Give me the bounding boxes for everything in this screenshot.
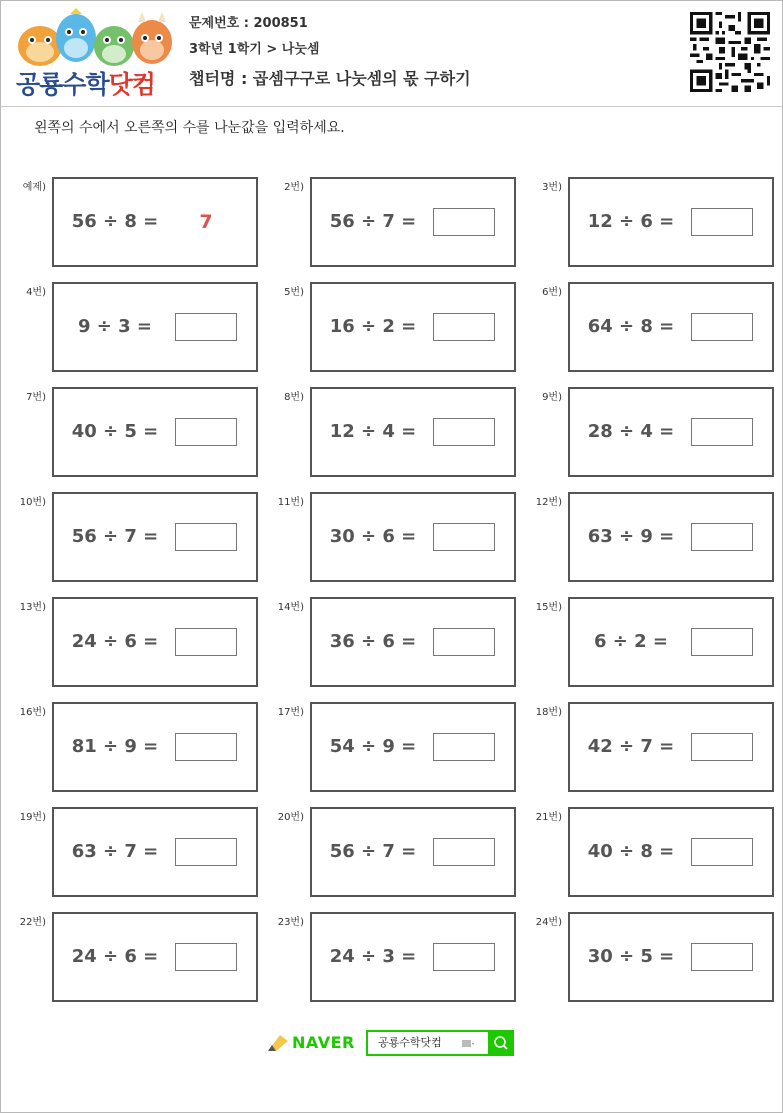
- header: [0, 0, 783, 107]
- answer-input[interactable]: [175, 733, 237, 761]
- problem-expression: 40 ÷ 5 =: [71, 421, 159, 442]
- problem-item: [516, 177, 774, 269]
- answer-input[interactable]: [175, 628, 237, 656]
- search-input-value: 공룡수학닷컴: [378, 1036, 442, 1049]
- problem-expression: 12 ÷ 4 =: [329, 421, 417, 442]
- problem-number: 20번): [277, 812, 304, 823]
- answer-input[interactable]: [433, 628, 495, 656]
- qr-code-icon[interactable]: [690, 12, 770, 92]
- chapter-title: 챕터명 : 곱셈구구로 나눗셈의 몫 구하기: [189, 69, 471, 88]
- search-button[interactable]: [488, 1030, 514, 1056]
- problem-card: [52, 702, 258, 792]
- instruction-text: 왼쪽의 수에서 오른쪽의 수를 나눈값을 입력하세요.: [34, 120, 345, 136]
- answer-input[interactable]: [433, 733, 495, 761]
- answer-input[interactable]: [175, 838, 237, 866]
- problem-number: 19번): [19, 812, 46, 823]
- problem-item: [516, 387, 774, 479]
- answer-input[interactable]: [691, 838, 753, 866]
- breadcrumb: 3학년 1학기 > 나눗셈: [189, 42, 320, 57]
- problem-expression: 40 ÷ 8 =: [587, 841, 675, 862]
- problem-number: 24번): [535, 917, 562, 928]
- problem-expression: 30 ÷ 6 =: [329, 526, 417, 547]
- search-input[interactable]: [366, 1030, 492, 1056]
- problem-item: [0, 702, 258, 794]
- answer-input[interactable]: [433, 418, 495, 446]
- problem-expression: 30 ÷ 5 =: [587, 946, 675, 967]
- problem-expression: 28 ÷ 4 =: [587, 421, 675, 442]
- site-logo[interactable]: [10, 6, 178, 98]
- logo-text-main: 공룡수학: [16, 70, 109, 99]
- problem-item: [0, 492, 258, 584]
- problem-number: 22번): [19, 917, 46, 928]
- problem-item: [0, 177, 258, 269]
- problem-expression: 64 ÷ 8 =: [587, 316, 675, 337]
- problem-number: 21번): [535, 812, 562, 823]
- problem-item: [516, 597, 774, 689]
- problem-card: [568, 177, 774, 267]
- problem-id: 문제번호 : 200851: [189, 16, 308, 31]
- answer-input[interactable]: [175, 418, 237, 446]
- problem-expression: 6 ÷ 2 =: [593, 631, 668, 652]
- dinosaur-mascots-icon: [14, 8, 174, 70]
- problem-item: [516, 282, 774, 374]
- problem-number: 14번): [277, 602, 304, 613]
- answer-input[interactable]: [691, 313, 753, 341]
- problem-card: [568, 492, 774, 582]
- problem-expression: 54 ÷ 9 =: [329, 736, 417, 757]
- header-divider: [0, 106, 783, 107]
- problem-expression: 56 ÷ 7 =: [329, 211, 417, 232]
- problem-card: [52, 807, 258, 897]
- answer-input[interactable]: [691, 733, 753, 761]
- problem-expression: 24 ÷ 6 =: [71, 946, 159, 967]
- problem-item: [0, 597, 258, 689]
- problem-card: [568, 807, 774, 897]
- problem-number: 13번): [19, 602, 46, 613]
- answer-input[interactable]: [691, 418, 753, 446]
- answer-input[interactable]: [175, 943, 237, 971]
- problem-number: 10번): [19, 497, 46, 508]
- problem-item: [258, 387, 516, 479]
- problem-expression: 24 ÷ 3 =: [329, 946, 417, 967]
- problem-card: [568, 387, 774, 477]
- problem-card: [52, 177, 258, 267]
- pen-nib-icon: [266, 1033, 290, 1053]
- problem-expression: 36 ÷ 6 =: [329, 631, 417, 652]
- problem-expression: 9 ÷ 3 =: [77, 316, 152, 337]
- logo-text-accent: 닷컴: [108, 70, 155, 99]
- logo-wordmark: [16, 68, 186, 102]
- problem-card: [52, 912, 258, 1002]
- problem-expression: 56 ÷ 7 =: [329, 841, 417, 862]
- problem-card: [568, 702, 774, 792]
- problem-item: [258, 282, 516, 374]
- problem-card: [568, 597, 774, 687]
- problem-number: 16번): [19, 707, 46, 718]
- problem-number: 예제): [22, 182, 46, 193]
- problem-card: [310, 282, 516, 372]
- keyboard-icon[interactable]: [462, 1040, 474, 1047]
- problem-card: [52, 597, 258, 687]
- problem-card: [310, 807, 516, 897]
- problem-card: [310, 177, 516, 267]
- problem-item: [516, 807, 774, 899]
- answer-input[interactable]: [433, 313, 495, 341]
- problem-item: [258, 807, 516, 899]
- problem-expression: 16 ÷ 2 =: [329, 316, 417, 337]
- answer-input[interactable]: [433, 523, 495, 551]
- problem-card: [310, 387, 516, 477]
- problem-expression: 63 ÷ 7 =: [71, 841, 159, 862]
- problem-number: 18번): [535, 707, 562, 718]
- problem-number: 8번): [284, 392, 304, 403]
- problem-item: [258, 912, 516, 1004]
- problem-item: [0, 912, 258, 1004]
- problem-card: [52, 387, 258, 477]
- problem-expression: 56 ÷ 8 =: [71, 211, 159, 232]
- answer-input[interactable]: [175, 313, 237, 341]
- problem-expression: 42 ÷ 7 =: [587, 736, 675, 757]
- search-icon: [488, 1030, 514, 1056]
- problem-expression: 56 ÷ 7 =: [71, 526, 159, 547]
- problem-number: 2번): [284, 182, 304, 193]
- problem-number: 3번): [542, 182, 562, 193]
- problem-item: [258, 177, 516, 269]
- problem-card: [52, 282, 258, 372]
- problem-number: 12번): [535, 497, 562, 508]
- problem-item: [258, 597, 516, 689]
- problem-item: [0, 282, 258, 374]
- problem-number: 17번): [277, 707, 304, 718]
- problem-item: [516, 912, 774, 1004]
- problem-card: [310, 597, 516, 687]
- problem-expression: 24 ÷ 6 =: [71, 631, 159, 652]
- answer-input[interactable]: [691, 943, 753, 971]
- problem-card: [52, 492, 258, 582]
- problem-card: [568, 282, 774, 372]
- answer-input[interactable]: [433, 838, 495, 866]
- problem-number: 5번): [284, 287, 304, 298]
- problem-item: [516, 492, 774, 584]
- answer-input[interactable]: [433, 208, 495, 236]
- example-answer: 7: [199, 211, 213, 233]
- problem-card: [310, 492, 516, 582]
- answer-input[interactable]: [691, 628, 753, 656]
- problem-item: [258, 702, 516, 794]
- problem-item: [0, 807, 258, 899]
- problem-number: 6번): [542, 287, 562, 298]
- answer-input[interactable]: [691, 208, 753, 236]
- answer-input[interactable]: [175, 523, 237, 551]
- problem-number: 11번): [277, 497, 304, 508]
- problem-expression: 81 ÷ 9 =: [71, 736, 159, 757]
- naver-brand: NAVER: [292, 1033, 355, 1052]
- problem-item: [516, 702, 774, 794]
- problem-number: 9번): [542, 392, 562, 403]
- naver-search-bar: [266, 1030, 516, 1056]
- problem-number: 15번): [535, 602, 562, 613]
- naver-logo[interactable]: [266, 1031, 362, 1055]
- answer-input[interactable]: [433, 943, 495, 971]
- problem-card: [310, 702, 516, 792]
- problem-item: [258, 492, 516, 584]
- answer-input[interactable]: [691, 523, 753, 551]
- problem-number: 23번): [277, 917, 304, 928]
- problem-expression: 12 ÷ 6 =: [587, 211, 675, 232]
- problem-number: 7번): [26, 392, 46, 403]
- problem-card: [310, 912, 516, 1002]
- problem-number: 4번): [26, 287, 46, 298]
- problem-item: [0, 387, 258, 479]
- problem-card: [568, 912, 774, 1002]
- problem-expression: 63 ÷ 9 =: [587, 526, 675, 547]
